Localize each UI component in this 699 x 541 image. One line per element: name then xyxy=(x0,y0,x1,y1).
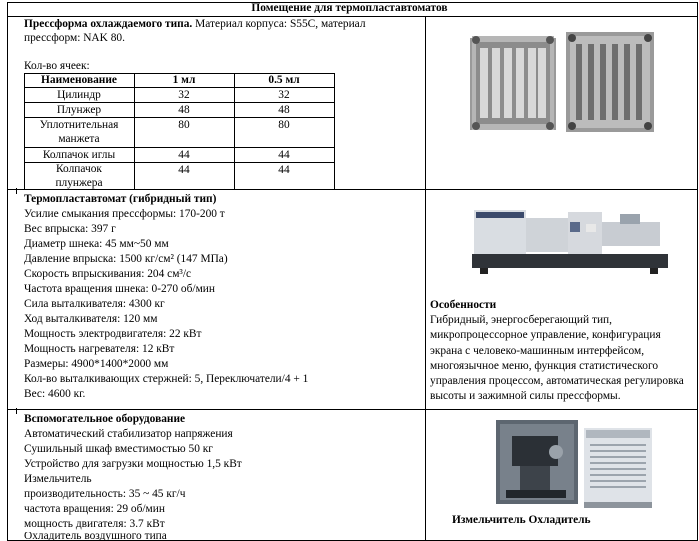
border-right xyxy=(697,2,698,541)
spec-ejector-force: Сила выталкивателя: 4300 кг xyxy=(24,298,165,310)
border-left xyxy=(7,2,8,541)
table-row-cylinder-name: Цилиндр xyxy=(57,89,101,101)
table-row-needle-cap-name: Колпачок иглы xyxy=(42,149,116,161)
aux-item-air-chiller: Охладитель воздушного типа xyxy=(24,532,167,541)
grinder-chiller-image xyxy=(496,414,656,510)
table-row-seal-1ml: 80 xyxy=(178,119,190,131)
aux-item-loader: Устройство для загрузки мощностью 1,5 кВт xyxy=(24,458,242,470)
injection-machine-image xyxy=(470,198,670,278)
border-row2-bottom xyxy=(7,409,698,410)
mold-material-line1: Материал корпуса: S55C, материал xyxy=(195,18,366,30)
table-row-plunger-05ml: 48 xyxy=(278,104,290,116)
table-header-name: Наименование xyxy=(41,74,117,86)
spec-motor-power: Мощность электродвигателя: 22 кВт xyxy=(24,328,202,340)
table-row-needle-cap-1ml: 44 xyxy=(178,149,190,161)
aux-image-caption: Измельчитель Охладитель xyxy=(452,514,591,526)
aux-item-grinder: Измельчитель xyxy=(24,473,92,485)
aux-item-rotation-speed: частота вращения: 29 об/мин xyxy=(24,503,165,515)
spec-screw-speed: Частота вращения шнека: 0-270 об/мин xyxy=(24,283,215,295)
table-row-cylinder-1ml: 32 xyxy=(178,89,190,101)
margin-marker-2 xyxy=(16,408,17,414)
spec-dimensions: Размеры: 4900*1400*2000 мм xyxy=(24,358,169,370)
cavity-table xyxy=(24,73,335,190)
table-row-plunger-cap-05ml: 44 xyxy=(278,164,290,176)
spec-shot-weight: Вес впрыска: 397 г xyxy=(24,223,116,235)
cavity-count-label: Кол-во ячеек: xyxy=(24,60,90,72)
border-column-split xyxy=(425,16,426,541)
aux-item-voltage-stabilizer: Автоматический стабилизатор напряжения xyxy=(24,428,233,440)
spec-heater-power: Мощность нагревателя: 12 кВт xyxy=(24,343,175,355)
table-row-seal-05ml: 80 xyxy=(278,119,290,131)
table-row-plunger-name: Плунжер xyxy=(56,104,102,116)
mold-material-line2: прессформ: NAK 80. xyxy=(24,32,125,44)
spec-screw-diameter: Диаметр шнека: 45 мм~50 мм xyxy=(24,238,169,250)
machine-title: Термопластавтомат (гибридный тип) xyxy=(24,193,217,205)
mold-description xyxy=(24,17,366,32)
table-row-seal-name: Уплотнительная манжета xyxy=(39,119,119,145)
table-row-needle-cap-05ml: 44 xyxy=(278,149,290,161)
table-row-plunger-1ml: 48 xyxy=(178,104,190,116)
table-row-plunger-cap-name: Колпачок плунжера xyxy=(55,163,103,189)
features-title: Особенности xyxy=(430,299,497,311)
aux-item-capacity: производительность: 35 ~ 45 кг/ч xyxy=(24,488,186,500)
spec-weight: Вес: 4600 кг. xyxy=(24,388,86,400)
aux-item-drying-cabinet: Сушильный шкаф вместимостью 50 кг xyxy=(24,443,213,455)
mold-title: Прессформа охлаждаемого типа. xyxy=(24,18,193,30)
spec-clamping-force: Усилие смыкания прессформы: 170-200 т xyxy=(24,208,225,220)
table-row-cylinder-05ml: 32 xyxy=(278,89,290,101)
spec-injection-pressure: Давление впрыска: 1500 кг/см² (147 МПа) xyxy=(24,253,228,265)
spec-injection-speed: Скорость впрыскивания: 204 см³/с xyxy=(24,268,192,280)
mold-image xyxy=(468,28,658,138)
spec-ejector-rods: Кол-во выталкивающих стержней: 5, Переключатели/4 + 1 xyxy=(24,373,309,385)
aux-title: Вспомогательное оборудование xyxy=(24,413,186,425)
spec-ejector-stroke: Ход выталкивателя: 120 мм xyxy=(24,313,158,325)
table-header-05ml: 0.5 мл xyxy=(268,74,300,86)
margin-marker-1 xyxy=(16,188,17,194)
features-text: Гибридный, энергосберегающий тип, микропроцессорное управление, конфигурация экрана с человеко-машинным интерфейсом, многоязычное меню, функция статистического управления процессом, автоматическая регулировка высоты и зажимной силы прессформы. xyxy=(430,314,684,403)
table-header-1ml: 1 мл xyxy=(172,74,196,86)
aux-item-motor-power: мощность двигателя: 3.7 кВт xyxy=(24,518,165,530)
page-title: Помещение для термопластавтоматов xyxy=(251,2,448,14)
table-row-plunger-cap-1ml: 44 xyxy=(178,164,190,176)
